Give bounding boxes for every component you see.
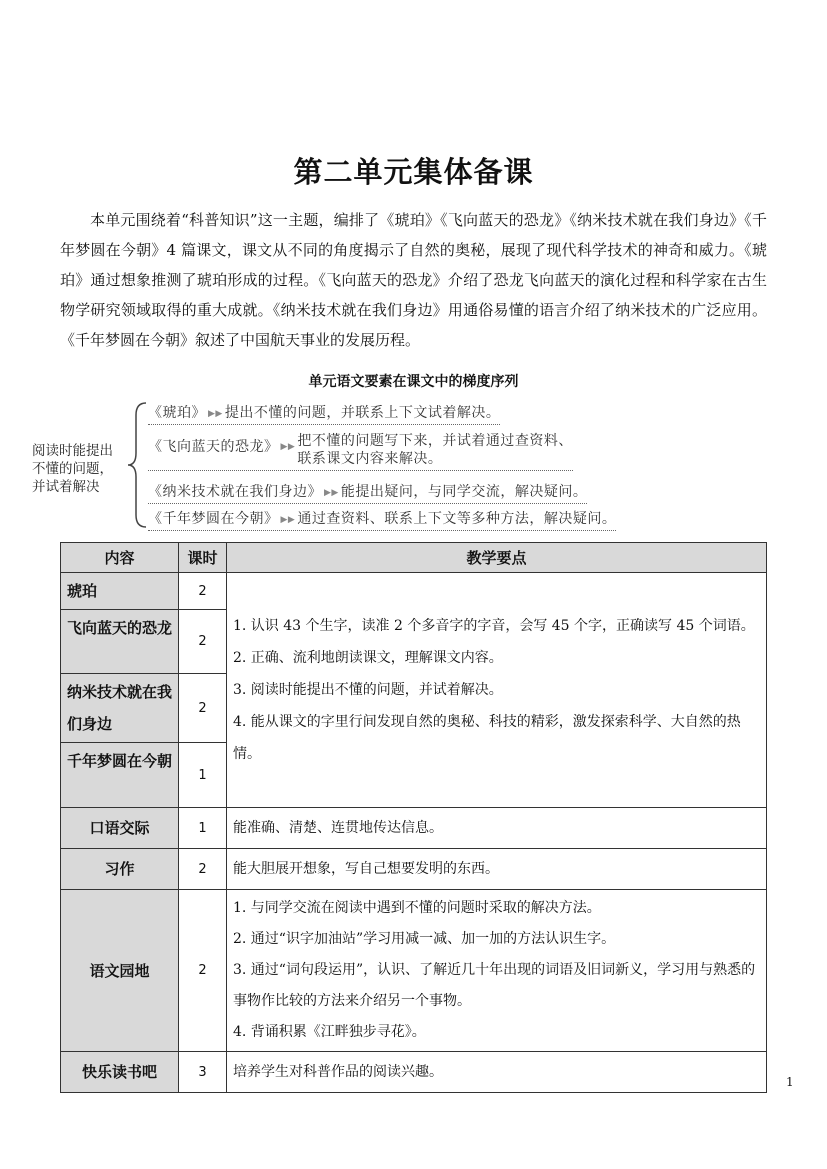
oral-points: 能准确、清楚、连贯地传达信息。 (227, 808, 767, 849)
row-hours: 1 (179, 808, 227, 849)
diagram-title: 单元语文要素在课文中的梯度序列 (308, 374, 519, 390)
lesson-goal-line: 联系课文内容来解决。 (297, 451, 443, 467)
row-name: 快乐读书吧 (61, 1052, 179, 1093)
dotted-divider (148, 530, 616, 531)
point-item: 4. 背诵积累《江畔独步寻花》。 (233, 1024, 426, 1040)
table-row (61, 808, 767, 849)
table-header-row (61, 543, 767, 573)
row-hours: 1 (179, 743, 227, 808)
lesson-goal: 提出不懂的问题，并联系上下文试着解决。 (224, 405, 501, 421)
point-item: 1. 认识 43 个生字，读准 2 个多音字的字音，会写 45 个字，正确读写 45 个词语。 (233, 618, 755, 634)
diagram-root-line: 不懂的问题， (32, 461, 113, 477)
row-name: 琥珀 (61, 573, 179, 610)
row-hours: 2 (179, 610, 227, 674)
lesson-goal: 能提出疑问，与同学交流，解决疑问。 (340, 484, 588, 500)
diagram-root-line: 阅读时能提出 (32, 443, 113, 459)
arrow-icon: ▶▶ (208, 409, 223, 419)
row-name: 纳米技术就在我们身边 (61, 674, 179, 743)
diagram-root-label (32, 442, 128, 496)
point-item: 3. 阅读时能提出不懂的问题，并试着解决。 (233, 682, 503, 698)
row-hours: 3 (179, 1052, 227, 1093)
dotted-divider (148, 424, 500, 425)
diagram-item-space (148, 508, 616, 528)
diagram-item-dinosaur (148, 432, 573, 468)
dotted-divider (148, 470, 573, 471)
row-hours: 2 (179, 849, 227, 890)
arrow-icon: ▶▶ (280, 515, 296, 525)
table-row (61, 1052, 767, 1093)
gradient-diagram (0, 395, 827, 535)
row-name: 千年梦圆在今朝 (61, 743, 179, 808)
row-name: 习作 (61, 849, 179, 890)
reading-lessons-points (227, 573, 767, 808)
intro-paragraph: 本单元围绕着“科普知识”这一主题，编排了《琥珀》《飞向蓝天的恐龙》《纳米技术就在我们身边》《千年梦圆在今朝》4 篇课文，课文从不同的角度揭示了自然的奥秘，展现了现代科学技术的神奇和威力。《琥珀》通过想象推测了琥珀形成的过程。《飞向蓝天的恐龙》介绍了恐龙飞向蓝天的演化过程和科学家在古生物学研究领域取得的重大成就。《纳米技术就在我们身边》用通俗易懂的语言介绍了纳米技术的广泛应用。《千年梦圆在今朝》叙述了中国航天事业的发展历程。 (60, 211, 767, 349)
page-title: 第二单元集体备课 (293, 155, 534, 189)
lesson-name: 《纳米技术就在我们身边》 (148, 484, 322, 500)
lesson-goal (297, 432, 573, 468)
table-row (61, 890, 767, 1052)
row-hours: 2 (179, 573, 227, 610)
arrow-icon: ▶▶ (280, 442, 296, 452)
page-number: 1 (786, 1075, 794, 1089)
diagram-item-nanotech (148, 481, 587, 501)
arrow-icon: ▶▶ (324, 488, 339, 498)
lesson-name: 《飞向蓝天的恐龙》 (148, 439, 279, 455)
table-row (61, 849, 767, 890)
header-key-points: 教学要点 (227, 543, 767, 573)
point-item: 2. 正确、流利地朗读课文，理解课文内容。 (233, 650, 503, 666)
row-hours: 2 (179, 674, 227, 743)
point-item: 1. 与同学交流在阅读中遇到不懂的问题时采取的解决方法。 (233, 900, 601, 916)
lesson-goal-line: 把不懂的问题写下来，并试着通过查资料、 (297, 433, 573, 449)
point-item: 2. 通过“识字加油站”学习用减一减、加一加的方法认识生字。 (233, 931, 616, 947)
lesson-name: 《千年梦圆在今朝》 (148, 511, 279, 527)
writing-points: 能大胆展开想象，写自己想要发明的东西。 (227, 849, 767, 890)
curly-brace (126, 401, 148, 529)
point-item: 3. 通过“词句段运用”，认识、了解近几十年出现的词语及旧词新义，学习用与熟悉的事物作比较的方法来介绍另一个事物。 (233, 962, 756, 1009)
reading-club-points: 培养学生对科普作品的阅读兴趣。 (227, 1052, 767, 1093)
table-row (61, 573, 767, 610)
header-hours: 课时 (179, 543, 227, 573)
lesson-goal: 通过查资料、联系上下文等多种方法，解决疑问。 (297, 511, 617, 527)
lesson-plan-table (60, 542, 767, 1093)
diagram-root-line: 并试着解决 (32, 479, 100, 495)
lesson-name: 《琥珀》 (148, 405, 206, 421)
row-name: 飞向蓝天的恐龙 (61, 610, 179, 674)
garden-points (227, 890, 767, 1052)
header-content: 内容 (61, 543, 179, 573)
dotted-divider (148, 503, 587, 504)
diagram-item-amber (148, 402, 500, 422)
row-name: 口语交际 (61, 808, 179, 849)
row-name: 语文园地 (61, 890, 179, 1052)
row-hours: 2 (179, 890, 227, 1052)
point-item: 4. 能从课文的字里行间发现自然的奥秘、科技的精彩，激发探索科学、大自然的热情。 (233, 714, 741, 762)
